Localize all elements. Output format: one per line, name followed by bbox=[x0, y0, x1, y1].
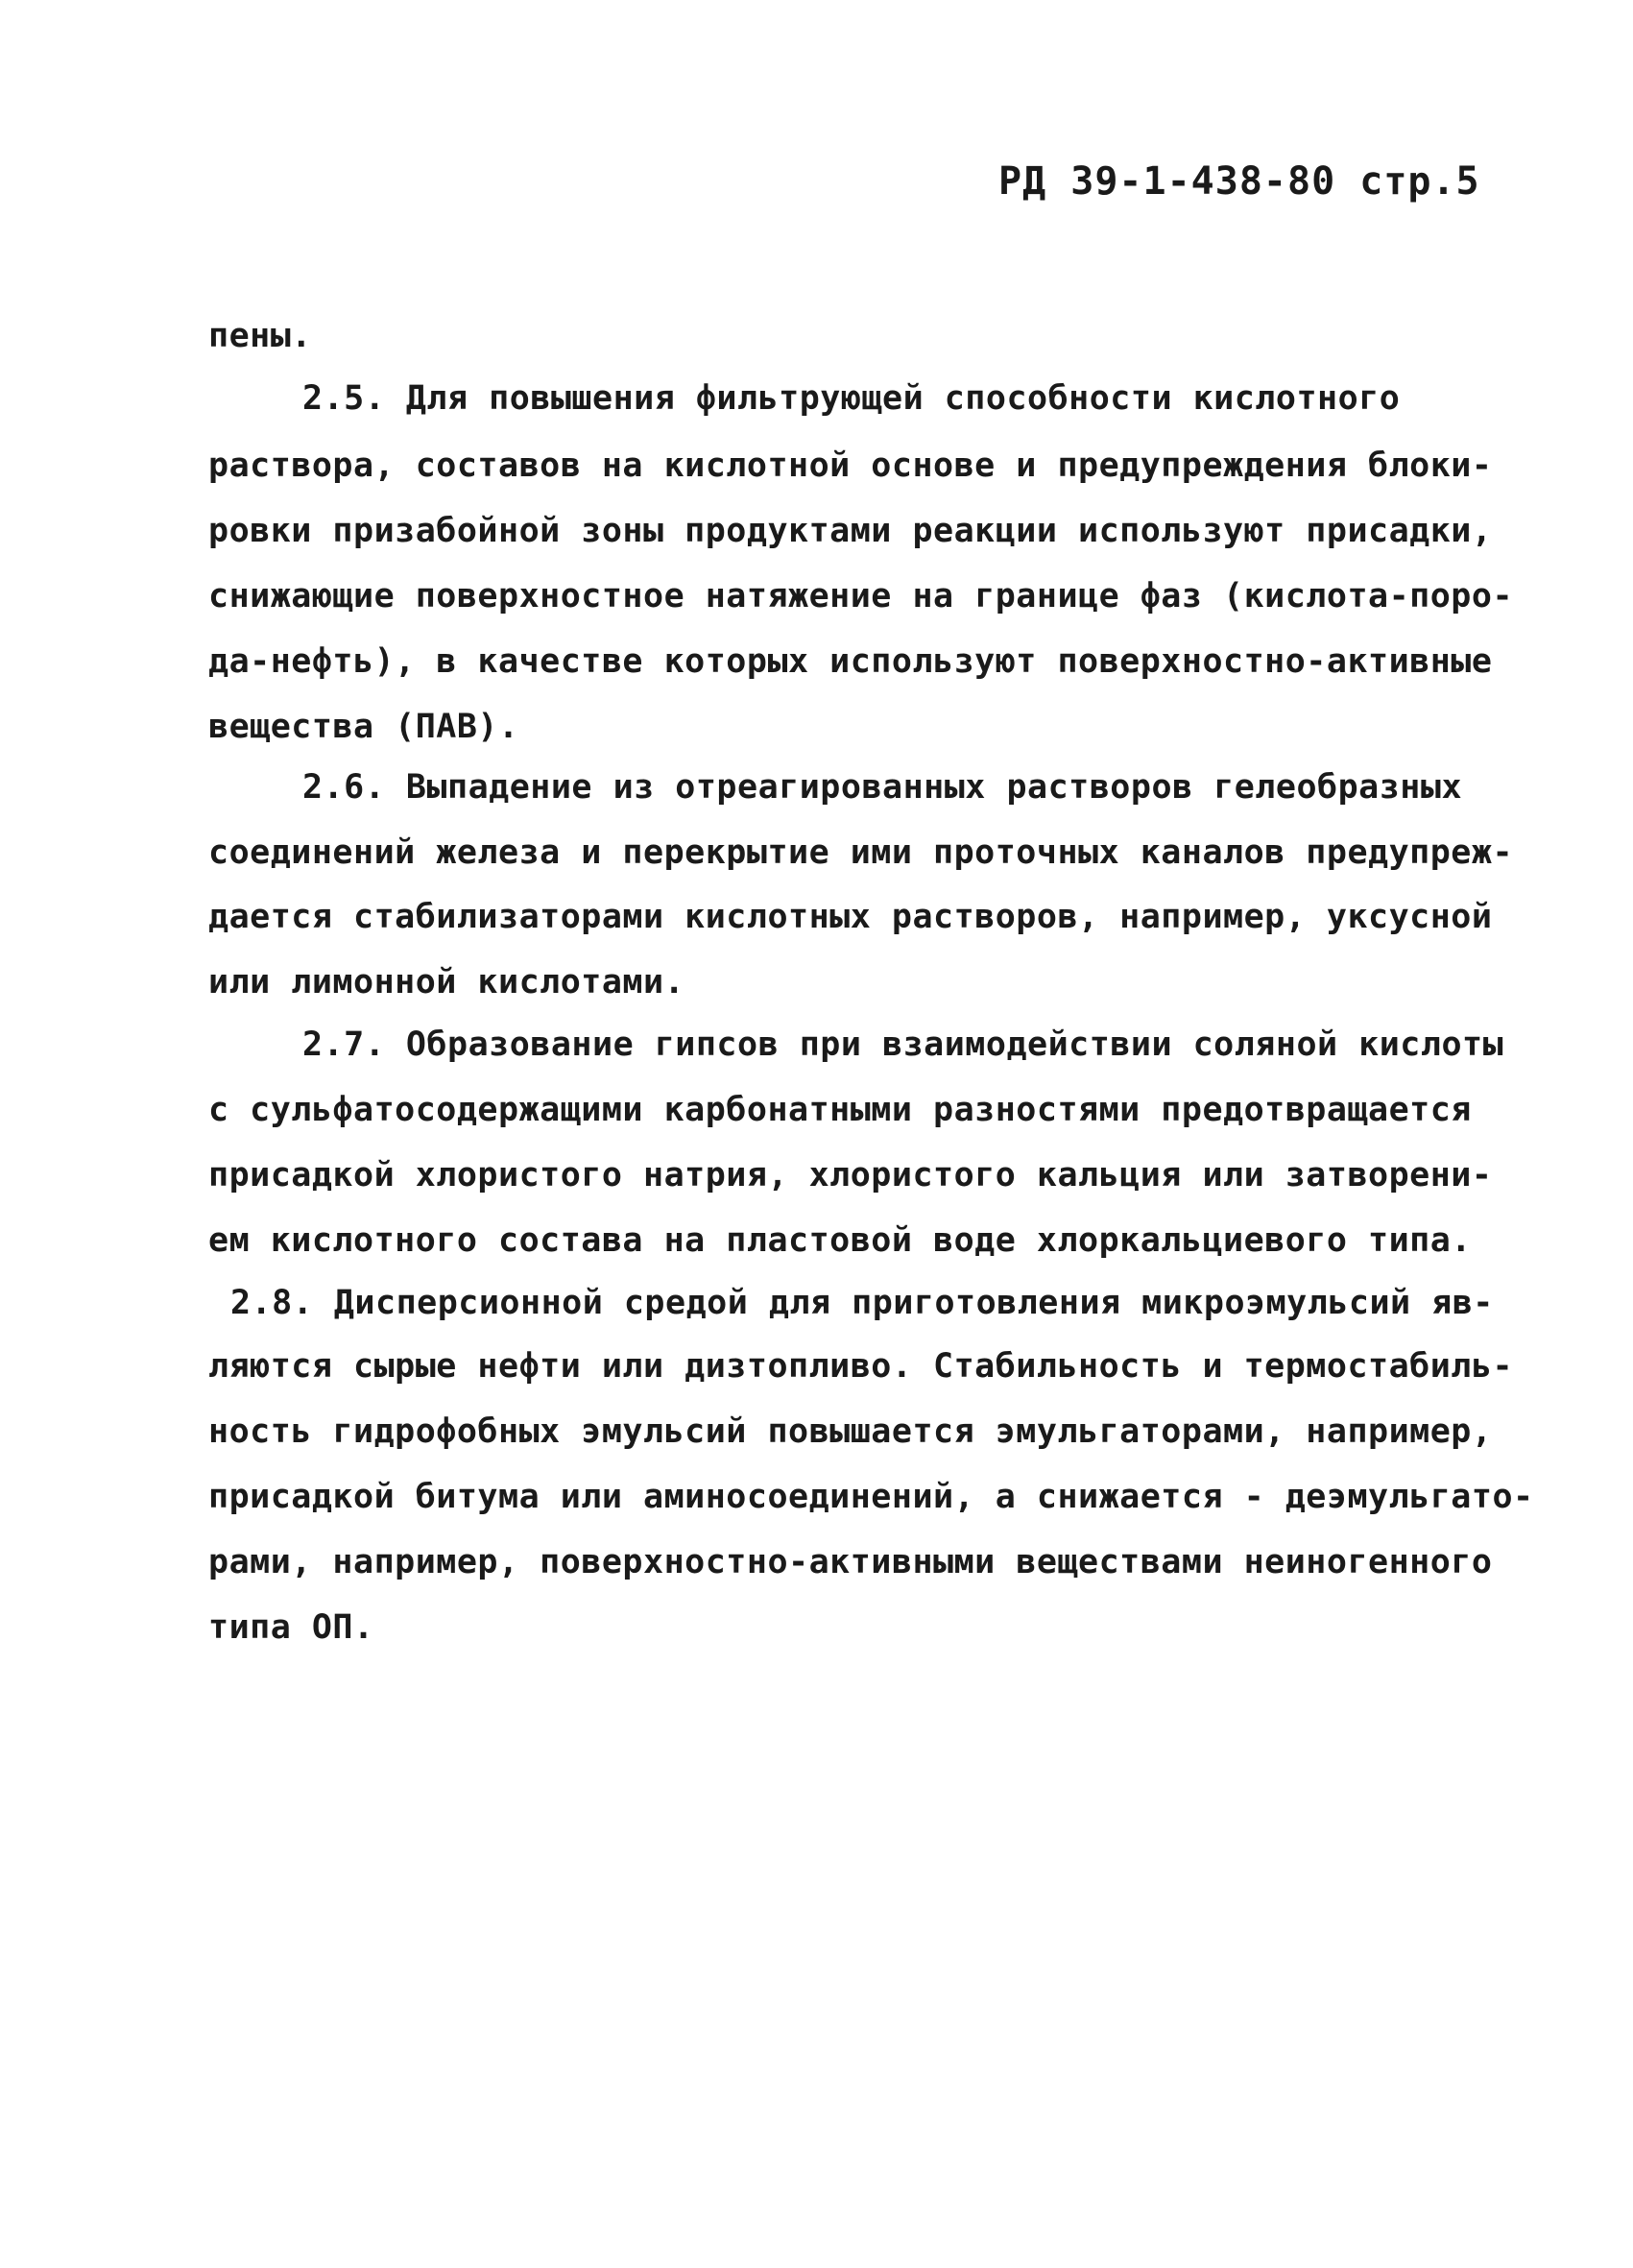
text-line: дается стабилизаторами кислотных растворов, например, уксусной bbox=[208, 898, 1493, 936]
text-line: да-нефть), в качестве которых используют поверхностно-активные bbox=[208, 642, 1493, 681]
text-line: снижающие поверхностное натяжение на границе фаз (кислота-поро- bbox=[208, 577, 1514, 615]
text-line: 2.7. Образование гипсов при взаимодействии соляной кислоты bbox=[302, 1025, 1504, 1064]
text-line: или лимонной кислотами. bbox=[208, 963, 685, 1001]
text-line: с сульфатосодержащими карбонатными разностями предотвращается bbox=[208, 1091, 1472, 1129]
text-line: присадкой битума или аминосоединений, а снижается - деэмульгато- bbox=[208, 1478, 1534, 1516]
text-line: присадкой хлористого натрия, хлористого кальция или затворени- bbox=[208, 1156, 1493, 1194]
text-line: 2.8. Дисперсионной средой для приготовления микроэмульсий яв- bbox=[230, 1284, 1494, 1322]
text-line: рами, например, поверхностно-активными веществами неиногенного bbox=[208, 1543, 1493, 1581]
text-line: пены. bbox=[208, 317, 312, 355]
text-line: ность гидрофобных эмульсий повышается эмульгаторами, например, bbox=[208, 1412, 1493, 1451]
text-line: 2.5. Для повышения фильтрующей способности кислотного bbox=[302, 379, 1401, 418]
text-line: ровки призабойной зоны продуктами реакции используют присадки, bbox=[208, 512, 1493, 550]
document-header: РД 39-1-438-80 стр.5 bbox=[998, 159, 1480, 204]
text-line: ем кислотного состава на пластовой воде хлоркальциевого типа. bbox=[208, 1221, 1472, 1260]
text-line: вещества (ПАВ). bbox=[208, 708, 519, 746]
text-line: типа ОП. bbox=[208, 1608, 374, 1647]
text-line: 2.6. Выпадение из отреагированных растворов гелеобразных bbox=[302, 768, 1463, 807]
text-line: ляются сырые нефти или дизтопливо. Стабильность и термостабиль- bbox=[208, 1347, 1514, 1386]
text-line: соединений железа и перекрытие ими проточных каналов предупреж- bbox=[208, 833, 1514, 872]
text-line: раствора, составов на кислотной основе и предупреждения блоки- bbox=[208, 446, 1493, 485]
